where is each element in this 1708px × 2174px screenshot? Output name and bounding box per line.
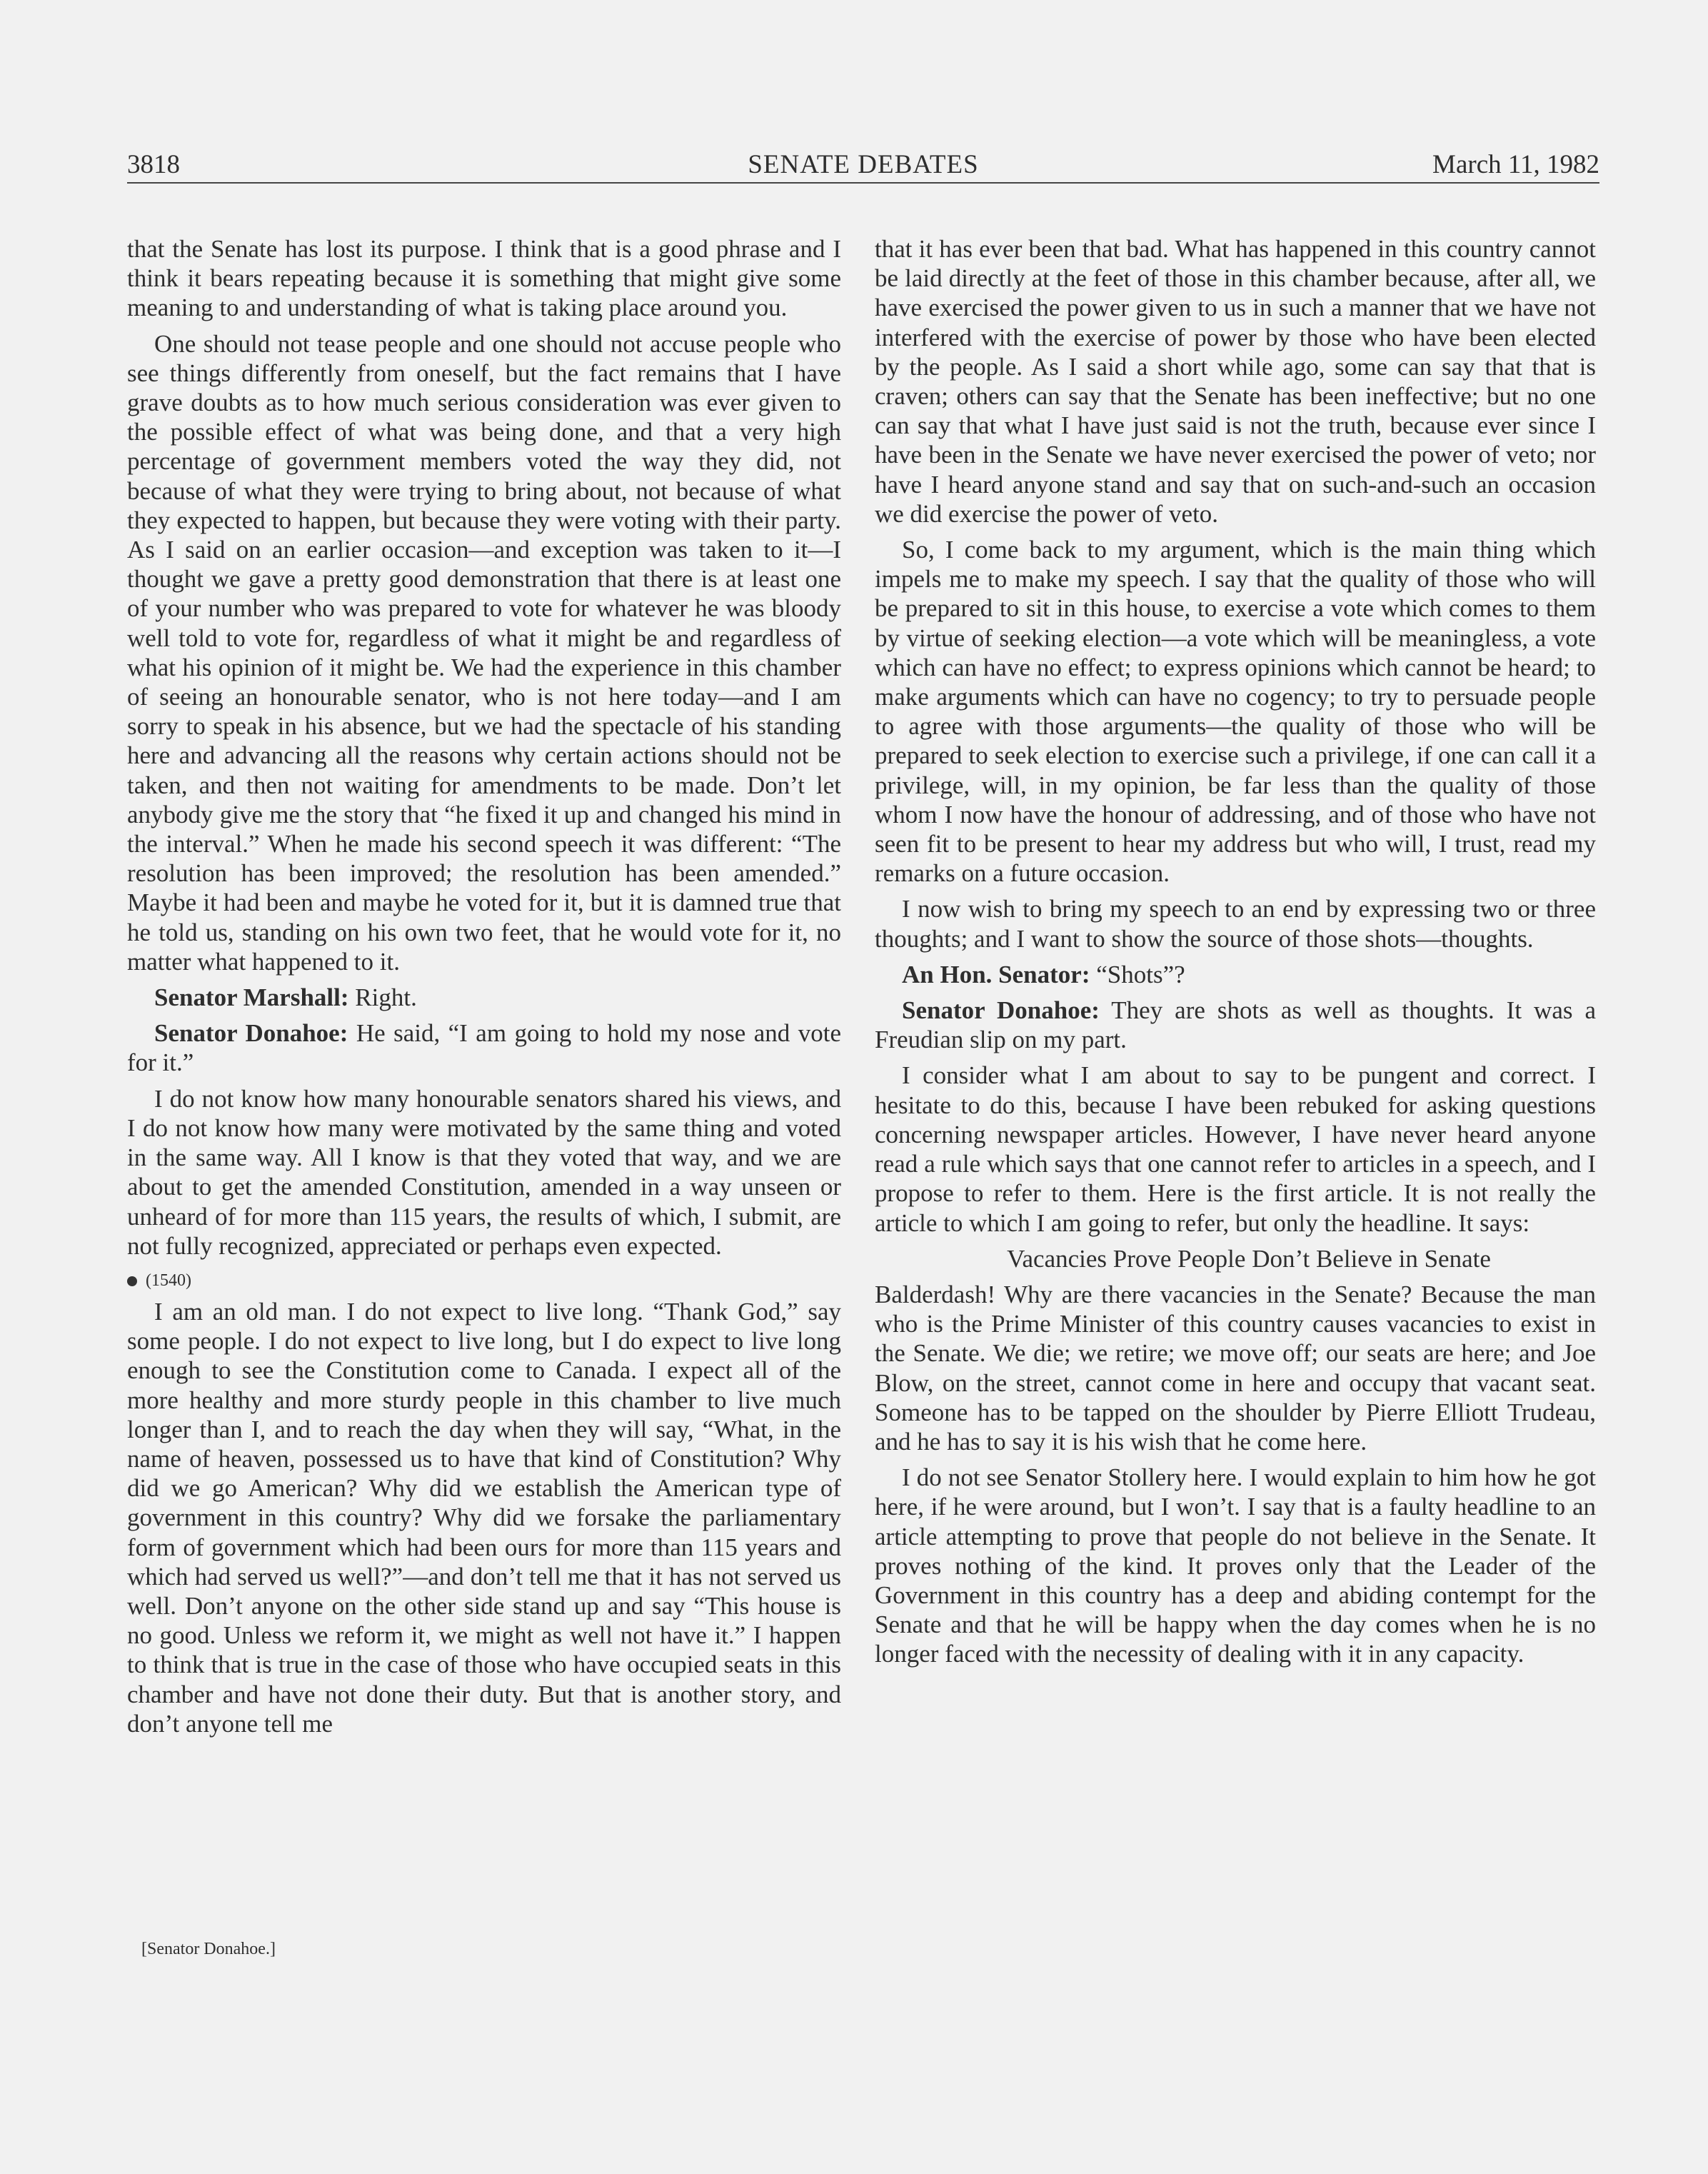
bullet-icon xyxy=(127,1276,137,1286)
paragraph: I consider what I am about to say to be pungent and correct. I hesitate to do this, because I have been rebuked for asking questions concerning newspaper articles. However, I have never heard anyone read a rule which says that one cannot refer to articles in a speech, and I propose to refer to them. Here is the first article. It is not really the article to which I am going to refer, but only the headline. It says: xyxy=(875,1061,1596,1237)
speaker-name: Senator Donahoe: xyxy=(902,996,1100,1025)
right-column xyxy=(875,234,1596,1675)
time-marker xyxy=(127,1267,841,1294)
speech-text: They are shots as well as thoughts. It was a Freudian slip on my part. xyxy=(875,996,1596,1054)
speaker-paragraph xyxy=(127,1018,841,1077)
paragraph: One should not tease people and one should not accuse people who see things differently from oneself, but the fact remains that I have grave doubts as to how much serious consideration was ever given to the possible effect of what was being done, and that a very high percentage of government members voted the way they did, not because of what they were trying to bring about, not because of what they expected to happen, but because they were voting with their party. As I said on an earlier occasion—and exception was taken to it—I thought we gave a pretty good demonstration that there is at least one of your number who was prepared to vote for whatever he was bloody well told to vote for, regardless of what it might be and regardless of what his opinion of it might be. We had the experience in this chamber of seeing an honourable senator, who is not here today—and I am sorry to speak in his absence, but we had the spectacle of his standing here and advancing all the reasons why certain actions should not be taken, and then not waiting for amendments to be made. Don’t let anybody give me the story that “he fixed it up and changed his mind in the interval.” When he made his second speech it was different: “The resolution has been improved; the resolution has been amended.” Maybe it had been and maybe he voted for it, but it is damned true that he told us, standing on his own two feet, that he would vote for it, no matter what happened to it. xyxy=(127,329,841,976)
running-header xyxy=(127,146,1599,184)
publication-date: March 11, 1982 xyxy=(1432,150,1599,179)
quoted-headline: Vacancies Prove People Don’t Believe in Senate xyxy=(1007,1244,1491,1273)
page-number: 3818 xyxy=(127,150,180,179)
publication-title: SENATE DEBATES xyxy=(748,150,979,179)
speech-text: Right. xyxy=(348,983,417,1012)
speaker-name: Senator Donahoe: xyxy=(154,1019,348,1048)
paragraph: So, I come back to my argument, which is the main thing which impels me to make my speech. I say that the quality of those who will be prepared to sit in this house, to exercise a vote which comes to them by virtue of seeking election—a vote which will be meaningless, a vote which can have no effect; to express opinions which cannot be heard; to make arguments which can have no cogency; to try to persuade people to agree with those arguments—the quality of those who will be prepared to seek election to exercise such a privilege, if one can call it a privilege, will, in my opinion, be far less than the quality of those whom I now have the honour of addressing, and of those who have not seen fit to be present to hear my address but who will, I trust, read my remarks on a future occasion. xyxy=(875,536,1596,888)
speaker-footnote: [Senator Donahoe.] xyxy=(141,1940,276,1958)
paragraph: that it has ever been that bad. What has happened in this country cannot be laid directly at the feet of those in this chamber because, after all, we have exercised the power given to us in such a manner that we have not interfered with the exercise of power by those who have been elected by the people. As I said a short while ago, some can say that that is craven; others can say that the Senate has been ineffective; but no one can say that what I have just said is not the truth, because ever since I have been in the Senate we have never exercised the power of veto; nor have I heard anyone stand and say that on such-and-such an occasion we did exercise the power of veto. xyxy=(875,235,1596,528)
paragraph: I do not know how many honourable senators shared his views, and I do not know how many were motivated by the same thing and voted in the same way. All I know is that they voted that way, and we are about to get the amended Constitution, amended in a way unseen or unheard of for more than 115 years, the results of which, I submit, are not fully recognized, appreciated or perhaps even expected. xyxy=(127,1084,841,1260)
speaker-paragraph xyxy=(127,983,841,1012)
speaker-paragraph xyxy=(875,996,1596,1054)
paragraph: I am an old man. I do not expect to live long. “Thank God,” say some people. I do not expect to live long, but I do expect to live long enough to see the Constitution come to Canada. I expect all of the more healthy and more sturdy people in this chamber to live much longer than I, and to reach the day when they will say, “What, in the name of heaven, possessed us to have that kind of Constitution? Why did we go American? Why did we establish the American type of government in this country? Why did we forsake the parliamentary form of government which had been ours for more than 115 years and which had served us well?”—and don’t tell me that it has not served us well. Don’t anyone on the other side stand up and say “This house is no good. Unless we reform it, we might as well not have it.” I happen to think that is true in the case of those who have occupied seats in this chamber and have not done their duty. But that is another story, and don’t anyone tell me xyxy=(127,1297,841,1738)
paragraph: Balderdash! Why are there vacancies in the Senate? Because the man who is the Prime Minister of this country causes vacancies to exist in the Senate. We die; we retire; we move off; our seats are here; and Joe Blow, on the street, cannot come in here and occupy that vacant seat. Someone has to be tapped on the shoulder by Pierre Elliott Trudeau, and he has to say it is his wish that he come here. xyxy=(875,1280,1596,1456)
speech-text: He said, “I am going to hold my nose and vote for it.” xyxy=(127,1019,842,1077)
left-column xyxy=(127,234,841,1745)
speaker-name: Senator Marshall: xyxy=(154,983,349,1012)
paragraph: that the Senate has lost its purpose. I think that is a good phrase and I think it bears repeating because it is something that might give some meaning to and understanding of what is taking place around you. xyxy=(127,235,841,322)
header-rule xyxy=(127,182,1599,184)
speech-text: “Shots”? xyxy=(1090,960,1185,988)
speaker-paragraph xyxy=(875,960,1596,989)
paragraph: I do not see Senator Stollery here. I would explain to him how he got here, if he were around, but I won’t. I say that is a faulty headline to an article attempting to prove that people do not believe in the Senate. It proves nothing of the kind. It proves only that the Leader of the Government in this country has a deep and abiding contempt for the Senate and that he will be happy when the day comes when he is no longer faced with the necessity of dealing with it in any capacity. xyxy=(875,1463,1596,1668)
speaker-name: An Hon. Senator: xyxy=(902,960,1090,988)
paragraph: I now wish to bring my speech to an end by expressing two or three thoughts; and I want to show the source of those shots—thoughts. xyxy=(875,895,1596,953)
time-marker-label: (1540) xyxy=(146,1271,191,1290)
